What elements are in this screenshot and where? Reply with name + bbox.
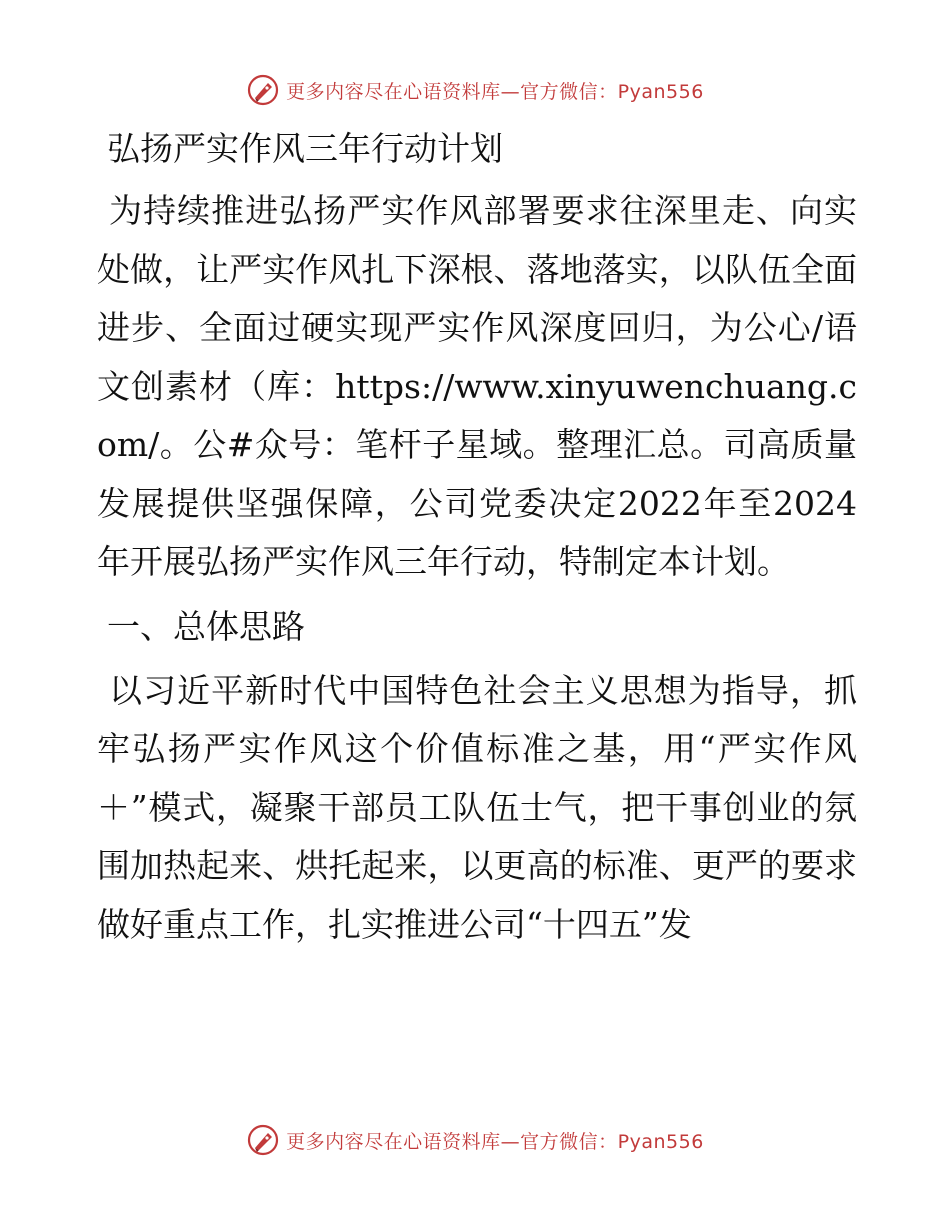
- intro-paragraph: 为持续推进弘扬严实作风部署要求往深里走、向实处做，让严实作风扎下深根、落地落实，以队伍全面进步、全面过硬实现严实作风深度回归，为公心/语文创素材（库：https://www.xinyuwenchuang.com/。公#众号：笔杆子星域。整理汇总。司高质量发展提供坚强保障，公司党委决定2022年至2024年开展弘扬严实作风三年行动，特制定本计划。: [97, 191, 857, 581]
- document-body: [97, 124, 857, 960]
- watermark-text: 更多内容尽在心语资料库—官方微信：Pyan556: [286, 1130, 704, 1153]
- watermark-banner-bottom: [0, 1120, 950, 1160]
- watermark-text: 更多内容尽在心语资料库—官方微信：Pyan556: [286, 80, 704, 103]
- watermark-banner-top: [0, 70, 950, 110]
- document-title: 弘扬严实作风三年行动计划: [107, 129, 503, 168]
- section-paragraph-overall-approach: 以习近平新时代中国特色社会主义思想为指导，抓牢弘扬严实作风这个价值标准之基，用“严实作风＋”模式，凝聚干部员工队伍士气，把干事创业的氛围加热起来、烘托起来，以更高的标准、更严的要求做好重点工作，扎实推进公司“十四五”发: [97, 670, 857, 944]
- pen-nib-circle-icon: [246, 73, 280, 107]
- section-heading-overall-approach: 一、总体思路: [107, 606, 305, 646]
- pen-nib-circle-icon: [246, 1123, 280, 1157]
